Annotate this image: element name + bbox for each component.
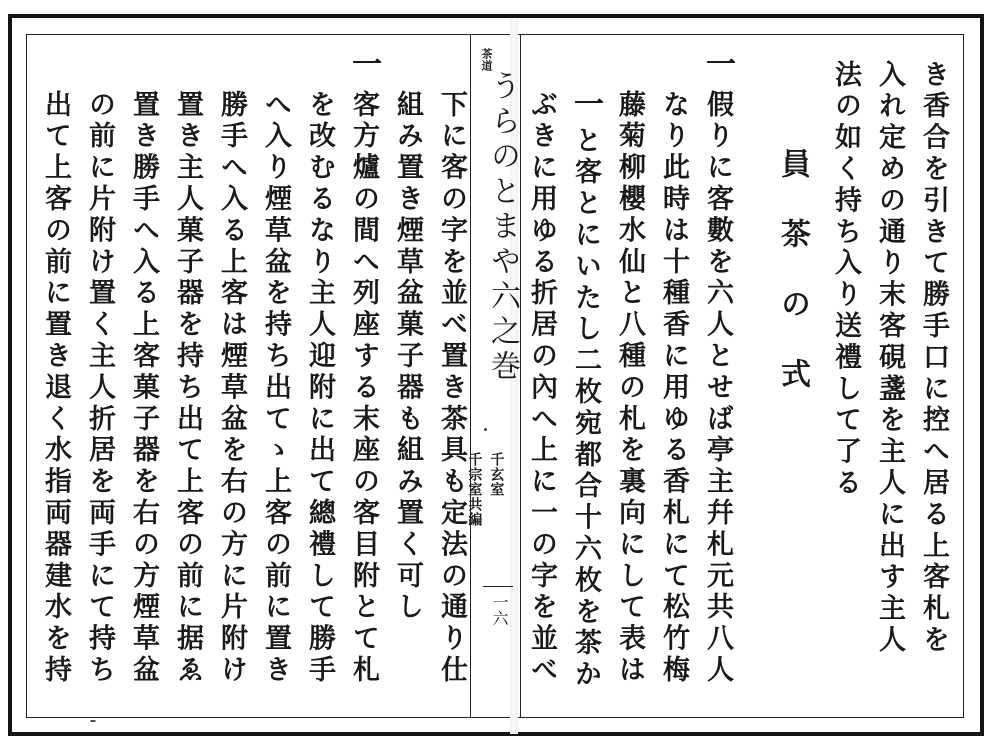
text-column: と客とにいたし二枚宛都合十六枚を茶か xyxy=(570,126,601,692)
text-column: 置き勝手へ入る上客菓子器を右の方煙草盆 xyxy=(128,90,159,687)
print-speck xyxy=(484,428,487,431)
text-column: 置き主人菓子器を持ち出て上客の前に据ゑ xyxy=(172,90,203,687)
page-number-rule xyxy=(483,586,513,587)
page-number: 一六 xyxy=(490,594,509,626)
item-marker: 一 xyxy=(568,88,603,123)
authors-suffix: 共編 xyxy=(466,497,483,527)
text-column: 入れ定めの通り末客硯盞を主人に出す主人 xyxy=(874,60,905,657)
text-column: 組み置き煙草盆菓子器も組み置く可し xyxy=(392,90,423,624)
text-column: へ入り煙草盆を持ち出てゝ上客の前に置き xyxy=(260,90,291,687)
book-title: うらのとまや六之巻 xyxy=(485,70,520,385)
text-column: き香合を引きて勝手口に控へ居る上客札を xyxy=(918,60,949,657)
text-column: を改むるなり主人迎附に出て總禮して勝手 xyxy=(304,90,335,687)
author-name: 千玄室 xyxy=(488,452,505,497)
text-column: 客方爐の間へ列座する末座の客目附とて札 xyxy=(348,90,379,687)
series-label: 茶道 xyxy=(480,48,493,72)
authors xyxy=(466,452,481,527)
text-column: 假りに客數を六人とせば亭主幷札元共八人 xyxy=(702,90,733,687)
text-column: なり此時は十種香に用ゆる香札にて松竹梅 xyxy=(658,90,689,687)
text-column: の前に片附け置く主人折居を両手にて持ち xyxy=(84,90,115,687)
text-column: 法の如く持ち入り送禮して了る xyxy=(830,60,861,500)
text-column: 下に客の字を並べ置き茶具も定法の通り仕 xyxy=(436,90,467,687)
section-title: 員茶の式 xyxy=(775,148,810,428)
text-column: 勝手へ入る上客は煙草盆を右の方に片附け xyxy=(216,90,247,687)
text-column: ぶきに用ゆる折居の內へ上に一の字を並べ xyxy=(526,90,557,687)
author-name: 千宗室 xyxy=(466,452,483,497)
print-speck xyxy=(90,720,96,722)
text-column: 出て上客の前に置き退く水指両器建水を持 xyxy=(40,90,71,687)
authors xyxy=(488,452,503,497)
item-marker: 一 xyxy=(700,48,735,83)
gutter-line-left xyxy=(470,34,471,718)
text-column: 藤菊柳櫻水仙と八種の札を裏向にして表は xyxy=(614,90,645,687)
item-marker: 一 xyxy=(346,48,381,83)
